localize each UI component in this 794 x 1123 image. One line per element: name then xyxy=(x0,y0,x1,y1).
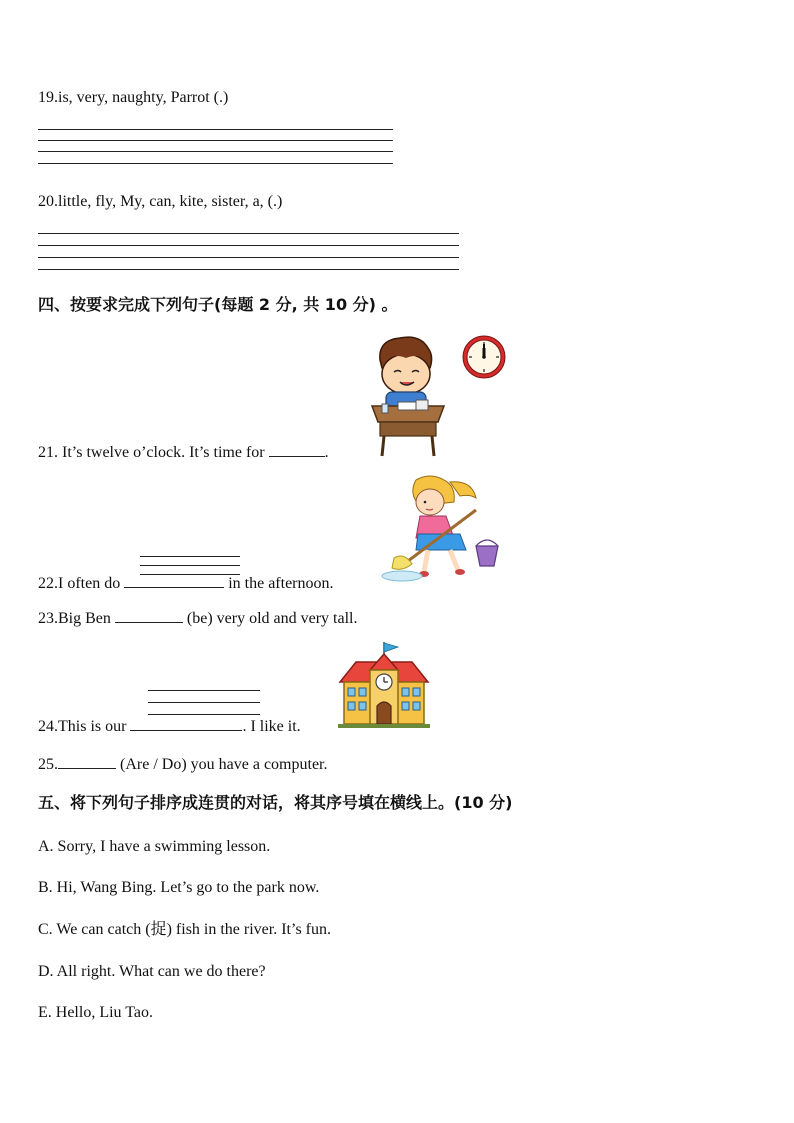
question-number: 20. xyxy=(38,193,58,210)
school-building-icon xyxy=(336,640,432,730)
dialogue-option-c: C. We can catch (捉) fish in the river. It’s fun. xyxy=(38,921,332,938)
answer-line[interactable] xyxy=(38,151,393,152)
question-text: It’s twelve o’clock. It’s time for xyxy=(58,444,269,461)
question-text: This is our xyxy=(58,718,131,735)
answer-line[interactable] xyxy=(140,556,240,557)
question-19 xyxy=(38,88,228,108)
question-text-end: (be) very old and very tall. xyxy=(182,610,358,627)
question-21 xyxy=(38,442,329,463)
answer-line[interactable] xyxy=(38,140,393,141)
answer-blank[interactable] xyxy=(115,608,183,623)
question-text: I often do xyxy=(58,575,125,592)
answer-line[interactable] xyxy=(38,257,459,258)
question-text-end: . I like it. xyxy=(242,718,301,735)
dialogue-option-e: E. Hello, Liu Tao. xyxy=(38,1004,154,1021)
question-23 xyxy=(38,608,358,629)
dialogue-option-d: D. All right. What can we do there? xyxy=(38,963,266,980)
answer-line[interactable] xyxy=(38,163,393,164)
question-number: 19. xyxy=(38,89,58,106)
question-20 xyxy=(38,192,282,212)
question-text: Big Ben xyxy=(58,610,115,627)
question-number: 25. xyxy=(38,756,58,773)
answer-line[interactable] xyxy=(148,702,260,703)
answer-blank[interactable] xyxy=(130,716,242,731)
question-text: little, fly, My, can, kite, sister, a, (.) xyxy=(58,193,283,210)
question-22 xyxy=(38,573,334,594)
answer-blank[interactable] xyxy=(269,442,325,457)
answer-line[interactable] xyxy=(148,690,260,691)
answer-line[interactable] xyxy=(38,233,459,234)
question-number: 22. xyxy=(38,575,58,592)
clock-twelve-icon xyxy=(461,334,507,380)
answer-line[interactable] xyxy=(38,269,459,270)
dialogue-option-b: B. Hi, Wang Bing. Let’s go to the park now. xyxy=(38,879,320,896)
question-text: (Are / Do) you have a computer. xyxy=(116,756,328,773)
answer-line[interactable] xyxy=(140,565,240,566)
answer-line[interactable] xyxy=(38,245,459,246)
girl-mopping-floor-icon xyxy=(380,472,502,584)
section-4-heading: 四、按要求完成下列句子(每题 2 分, 共 10 分) 。 xyxy=(38,295,398,314)
question-text-end: . xyxy=(324,444,329,461)
answer-blank[interactable] xyxy=(58,754,116,769)
question-number: 21. xyxy=(38,444,58,461)
question-text-end: in the afternoon. xyxy=(224,575,334,592)
section-5-heading: 五、将下列句子排序成连贯的对话，将其序号填在横线上。(10 分) xyxy=(38,793,513,812)
answer-blank[interactable] xyxy=(124,573,224,588)
question-text: is, very, naughty, Parrot (.) xyxy=(58,89,229,106)
question-24 xyxy=(38,716,301,737)
dialogue-option-a: A. Sorry, I have a swimming lesson. xyxy=(38,838,271,855)
question-number: 23. xyxy=(38,610,58,627)
question-25 xyxy=(38,754,327,775)
question-number: 24. xyxy=(38,718,58,735)
answer-line[interactable] xyxy=(148,714,260,715)
boy-eating-lunch-icon xyxy=(368,334,448,458)
answer-line[interactable] xyxy=(38,129,393,130)
